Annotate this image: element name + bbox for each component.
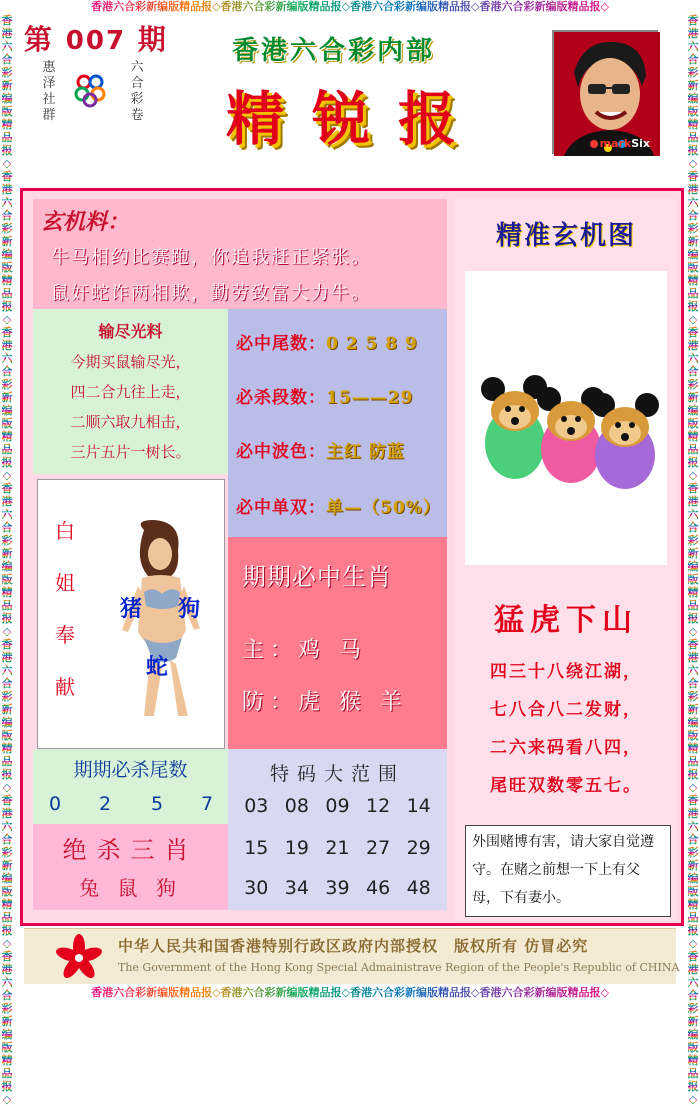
portrait-brand: markSix: [599, 137, 650, 150]
range-number: 27: [365, 837, 391, 859]
predictions-panel: [228, 309, 447, 537]
special-range-panel: [228, 749, 447, 910]
range-number: 34: [284, 877, 309, 899]
riddle-line: 牛马相约比赛跑，你追我赶正紧张。: [51, 247, 371, 268]
range-number: 12: [365, 795, 391, 817]
zodiac-main-pick: 主：鸡 马: [242, 638, 367, 663]
range-number: 46: [365, 877, 391, 899]
zodiac-title: 期期必中生肖: [242, 563, 392, 591]
range-number: 03: [244, 795, 269, 817]
footer-banner: [24, 928, 680, 984]
range-number: 08: [284, 795, 309, 817]
zodiac-panel: [228, 537, 447, 749]
bauhinia-emblem-icon: [54, 933, 104, 983]
kill-tails-panel: [33, 749, 228, 824]
kill-tail-number: 5: [151, 793, 164, 815]
odd-even-prediction: 必中单双：单—（50%）: [236, 498, 441, 518]
range-number: 30: [244, 877, 269, 899]
poem-line: 今期买鼠输尽光，: [70, 353, 191, 371]
tail-prediction: 必中尾数：0 2 5 8 9: [236, 334, 418, 354]
model-caption-char: 奉: [55, 623, 75, 647]
range-row: [228, 795, 447, 817]
range-number: 21: [325, 837, 350, 859]
zodiac-guard-pick: 防：虎 猴 羊: [242, 690, 408, 715]
range-number: 15: [244, 837, 269, 859]
bottom-marquee: 香港六合彩新编版精品报◇香港六合彩新编版精品报◇香港六合彩新编版精品报◇香港六合彩新编版精品报◇: [91, 986, 609, 999]
poem-line: 二顺六取九相击，: [70, 413, 191, 431]
wave-prediction: 必中波色：主红 防蓝: [236, 442, 405, 462]
range-row: [228, 837, 447, 859]
kill-tail-number: 2: [99, 793, 112, 815]
range-row: [228, 877, 447, 899]
special-range-title: 特码大范围: [269, 763, 405, 785]
range-number: 48: [406, 877, 431, 899]
range-number: 29: [406, 837, 431, 859]
tiger-poem-line: 二六来码看八四，: [490, 738, 642, 758]
toy-figures-illustration: [465, 271, 667, 565]
range-prediction: 必杀段数：15——29: [236, 388, 414, 408]
kill-tails-title: 期期必杀尾数: [73, 759, 188, 781]
tiger-poem-line: 四三十八绕江湖，: [490, 662, 642, 682]
footer-authorization-cn: 中华人民共和国香港特别行政区政府内部授权 版权所有 仿冒必究: [118, 937, 589, 955]
left-marquee: 香港六合彩新编版精品报◇香港六合彩新编版精品报◇香港六合彩新编版精品报◇香港六合彩新编版精品报◇香港六合彩新编版精品报◇香港六合彩新编版精品报◇香港六合彩新编版精品报◇: [1, 14, 13, 1106]
poem-panel: [33, 309, 228, 474]
model-caption-char: 姐: [55, 571, 75, 595]
club-name-right: 六合彩卷: [130, 60, 144, 123]
kill-zodiac-title: 绝杀三肖: [62, 836, 199, 864]
range-number: 09: [325, 795, 350, 817]
tiger-poem-line: 尾旺双数零五七。: [490, 776, 642, 796]
top-marquee: 香港六合彩新编版精品报◇香港六合彩新编版精品报◇香港六合彩新编版精品报◇香港六合彩新编版精品报◇: [91, 0, 609, 13]
right-column: [455, 199, 677, 921]
newspaper-title: 精锐报: [226, 85, 485, 153]
portrait-photo: [552, 30, 658, 154]
riddle-line: 鼠奸蛇诈两相欺，勤劳致富大力牛。: [51, 283, 371, 304]
model-caption-char: 献: [55, 675, 75, 699]
model-caption-char: 白: [55, 519, 75, 543]
kill-zodiac-list: 兔 鼠 狗: [79, 876, 182, 900]
gambling-warning-notice: 外围赌博有害，请大家自觉遵守。在赌之前想一下上有父母，下有妻小。: [465, 825, 671, 917]
model-panel: [37, 479, 225, 749]
riddle-title: 玄机料：: [41, 209, 130, 235]
right-marquee: 香港六合彩新编版精品报◇香港六合彩新编版精品报◇香港六合彩新编版精品报◇香港六合彩新编版精品报◇香港六合彩新编版精品报◇香港六合彩新编版精品报◇香港六合彩新编版精品报◇: [687, 14, 699, 1106]
kill-zodiac-panel: [33, 824, 228, 910]
poem-line: 四二合九往上走，: [70, 383, 191, 401]
kill-tail-number: 7: [201, 793, 214, 815]
club-name-left: 惠泽社群: [42, 60, 56, 123]
header: [14, 14, 686, 186]
issue-number: 第 007 期: [24, 23, 168, 56]
main-content-frame: [20, 188, 684, 926]
range-number: 14: [406, 795, 431, 817]
footer-authorization-en: The Government of the Hong Kong Special Admainistrave Region of the People's Republic of CHINA: [118, 961, 680, 974]
zodiac-snake-label: 蛇: [146, 654, 169, 680]
zodiac-dog-label: 狗: [178, 596, 201, 622]
riddle-panel: [33, 199, 447, 309]
tiger-poem-title: 猛虎下山: [494, 603, 638, 638]
newspaper-subtitle: 香港六合彩内部: [232, 36, 436, 66]
poem-title: 输尽光料: [98, 322, 163, 341]
poem-line: 三片五片一树长。: [70, 443, 191, 461]
zodiac-pig-label: 猪: [120, 596, 143, 622]
mystery-picture-title: 精准玄机图: [495, 221, 636, 251]
mystery-picture: [465, 271, 667, 565]
lottery-rings-icon: [72, 72, 108, 108]
range-number: 19: [284, 837, 309, 859]
range-number: 39: [325, 877, 350, 899]
tiger-poem-line: 七八合八二发财，: [490, 700, 642, 720]
kill-tail-number: 0: [49, 793, 62, 815]
